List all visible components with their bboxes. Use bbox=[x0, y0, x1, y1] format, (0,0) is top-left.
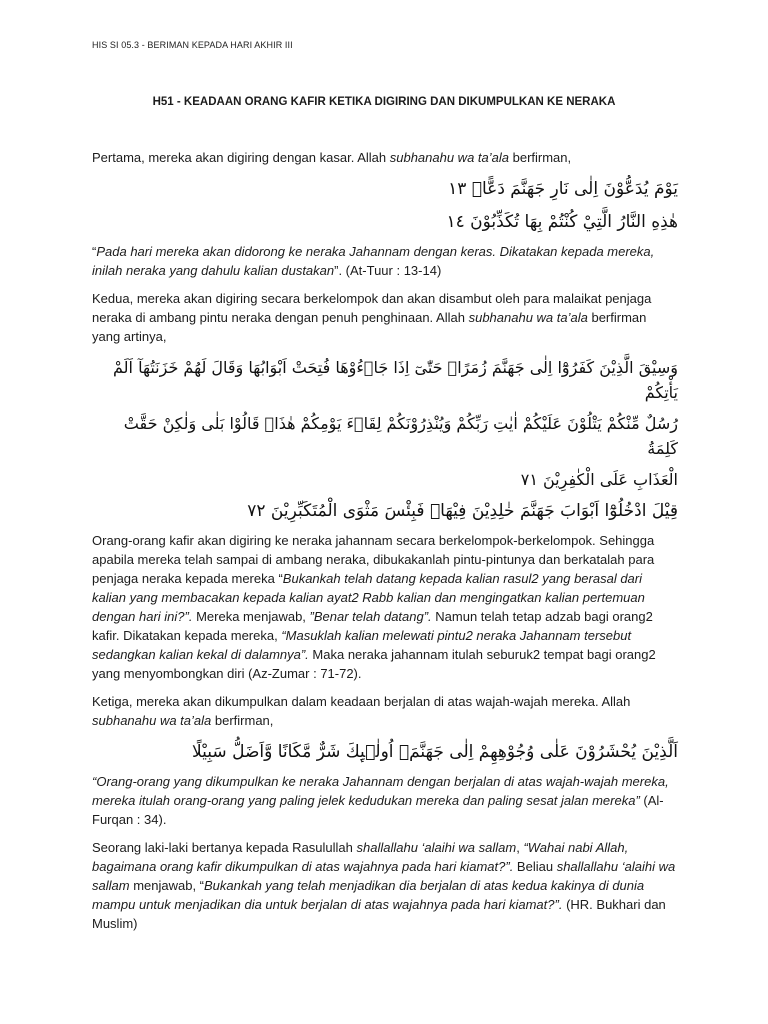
italic-span: “Wahai nabi Allah, bagaimana orang kafir dikumpulkan di atas wajahnya pada hari kiamat?”. bbox=[92, 840, 629, 874]
italic-span: subhanahu wa ta’ala bbox=[92, 713, 212, 728]
arabic-verse-zumar-71-line2: رُسُلٌ مِّنْكُمْ يَتْلُوْنَ عَلَيْكُمْ اٰيٰتِ رَبِّكُمْ وَيُنْذِرُوْنَكُمْ لِقَاۤءَ يَوْمِكُمْ هٰذَاۗ قَالُوْا بَلٰى وَلٰكِنْ حَقَّتْ كَلِمَةُ bbox=[123, 414, 678, 458]
text-span: menjawab, “ bbox=[129, 878, 204, 893]
text-span: berfirman, bbox=[509, 150, 572, 165]
text-span: berfirman, bbox=[211, 713, 274, 728]
text-span: (HR. Bukhari dan Muslim) bbox=[92, 897, 666, 931]
arabic-verse-zumar-71-line3: الْعَذَابِ عَلَى الْكٰفِرِيْنَ ٧١ bbox=[520, 470, 678, 489]
italic-span: Pada hari mereka akan didorong ke neraka Jahannam dengan keras. Dikatakan kepada mereka, inilah neraka yang dahulu kalian dustakan bbox=[92, 244, 655, 278]
document-body bbox=[92, 148, 678, 942]
italic-span: shallallahu ‘alaihi wa sallam bbox=[356, 840, 517, 855]
text-span: , bbox=[516, 840, 524, 855]
translation-tuur bbox=[92, 242, 678, 280]
arabic-verse-zumar-72: قِيْلَ ادْخُلُوْٓا اَبْوَابَ جَهَنَّمَ خٰلِدِيْنَ فِيْهَاۚ فَبِئْسَ مَثْوَى الْمُتَكَبِّرِيْنَ ٧٢ bbox=[247, 501, 678, 521]
text-span: ”. (At-Tuur : 13-14) bbox=[334, 263, 442, 278]
italic-span: Bukankah telah datang kepada kalian rasul2 yang berasal dari kalian yang membacakan kepada kalian ayat2 Rabb kalian dan mengingatkan kalian pertemuan dengan hari ini?”. bbox=[92, 571, 645, 624]
text-span: Kedua, mereka akan digiring secara berkelompok dan akan disambut oleh para malaikat penjaga neraka di ambang pintu neraka dengan penuh penghinaan. Allah bbox=[92, 291, 652, 325]
paragraph-pertama bbox=[92, 148, 678, 167]
arabic-verse-tuur-14: هٰذِهِ النَّارُ الَّتِيْ كُنْتُمْ بِهَا تُكَذِّبُوْنَ ١٤ bbox=[446, 212, 678, 232]
italic-span: subhanahu wa ta’ala bbox=[468, 310, 588, 325]
text-span: Beliau bbox=[513, 859, 557, 874]
text-span: Namun telah tetap adzab bagi orang2 kafir. Dikatakan kepada mereka, bbox=[92, 609, 653, 643]
text-span: (Al-Furqan : 34). bbox=[92, 793, 664, 827]
text-span: “ bbox=[92, 244, 97, 259]
arabic-verse-tuur-13: يَوْمَ يُدَعُّوْنَ اِلٰى نَارِ جَهَنَّمَ دَعًّاۗ ١٣ bbox=[448, 179, 678, 199]
paragraph-kedua bbox=[92, 289, 678, 346]
text-span: berfirman yang artinya, bbox=[92, 310, 647, 344]
paragraph-orang-orang-kafir bbox=[92, 531, 678, 683]
text-span: Maka neraka jahannam itulah seburuk2 tempat bagi orang2 yang menyombongkan diri (Az-Zumar : 71-72). bbox=[92, 647, 656, 681]
text-span: Mereka menjawab, bbox=[192, 609, 310, 624]
text-span: Ketiga, mereka akan dikumpulkan dalam keadaan berjalan di atas wajah-wajah mereka. Allah bbox=[92, 694, 631, 709]
paragraph-hadith bbox=[92, 838, 678, 933]
text-span: Seorang laki-laki bertanya kepada Rasulullah bbox=[92, 840, 357, 855]
text-span: Pertama, mereka akan digiring dengan kasar. Allah bbox=[92, 150, 390, 165]
page-header: HIS SI 05.3 - BERIMAN KEPADA HARI AKHIR III bbox=[92, 40, 293, 50]
arabic-verse-furqan-34: اَلَّذِيْنَ يُحْشَرُوْنَ عَلٰى وُجُوْهِهِمْ اِلٰى جَهَنَّمَۙ اُولٰۤىِٕكَ شَرٌّ مَّكَانًا وَّاَضَلُّ سَبِيْلًا bbox=[192, 742, 678, 762]
italic-span: ”Benar telah datang”. bbox=[309, 609, 432, 624]
translation-furqan bbox=[92, 772, 678, 829]
italic-span: “Orang-orang yang dikumpulkan ke neraka Jahannam dengan berjalan di atas wajah-wajah mereka, mereka itulah orang-orang yang paling jelek kedudukan mereka dan paling sesat jalan mereka” bbox=[92, 774, 669, 808]
italic-span: Bukankah yang telah menjadikan dia berjalan di atas kedua kakinya di dunia mampu untuk menjadikan dia untuk berjalan di atas wajahnya pada hari kiamat?”. bbox=[92, 878, 645, 912]
text-span: Orang-orang kafir akan digiring ke neraka jahannam secara berkelompok-berkelompok. Sehingga apabila mereka telah sampai di ambang neraka, dibukakanlah pintu-pintunya dan berkatalah para penjaga neraka kepada mereka “ bbox=[92, 533, 655, 586]
page-title: H51 - KEADAAN ORANG KAFIR KETIKA DIGIRING DAN DIKUMPULKAN KE NERAKA bbox=[152, 96, 616, 108]
paragraph-ketiga bbox=[92, 692, 678, 730]
italic-span: subhanahu wa ta’ala bbox=[389, 150, 509, 165]
italic-span: “Masuklah kalian melewati pintu2 neraka Jahannam tersebut sedangkan kalian kekal di dalamnya”. bbox=[92, 628, 632, 662]
italic-span: shallallahu ‘alaihi wa sallam bbox=[92, 859, 676, 893]
arabic-verse-zumar-71-line1: وَسِيْقَ الَّذِيْنَ كَفَرُوْٓا اِلٰى جَهَنَّمَ زُمَرًاۗ حَتّٰىٓ اِذَا جَاۤءُوْهَا فُتِحَتْ اَبْوَابُهَا وَقَالَ لَهُمْ خَزَنَتُهَآ اَلَمْ يَأْتِكُمْ bbox=[113, 358, 678, 402]
